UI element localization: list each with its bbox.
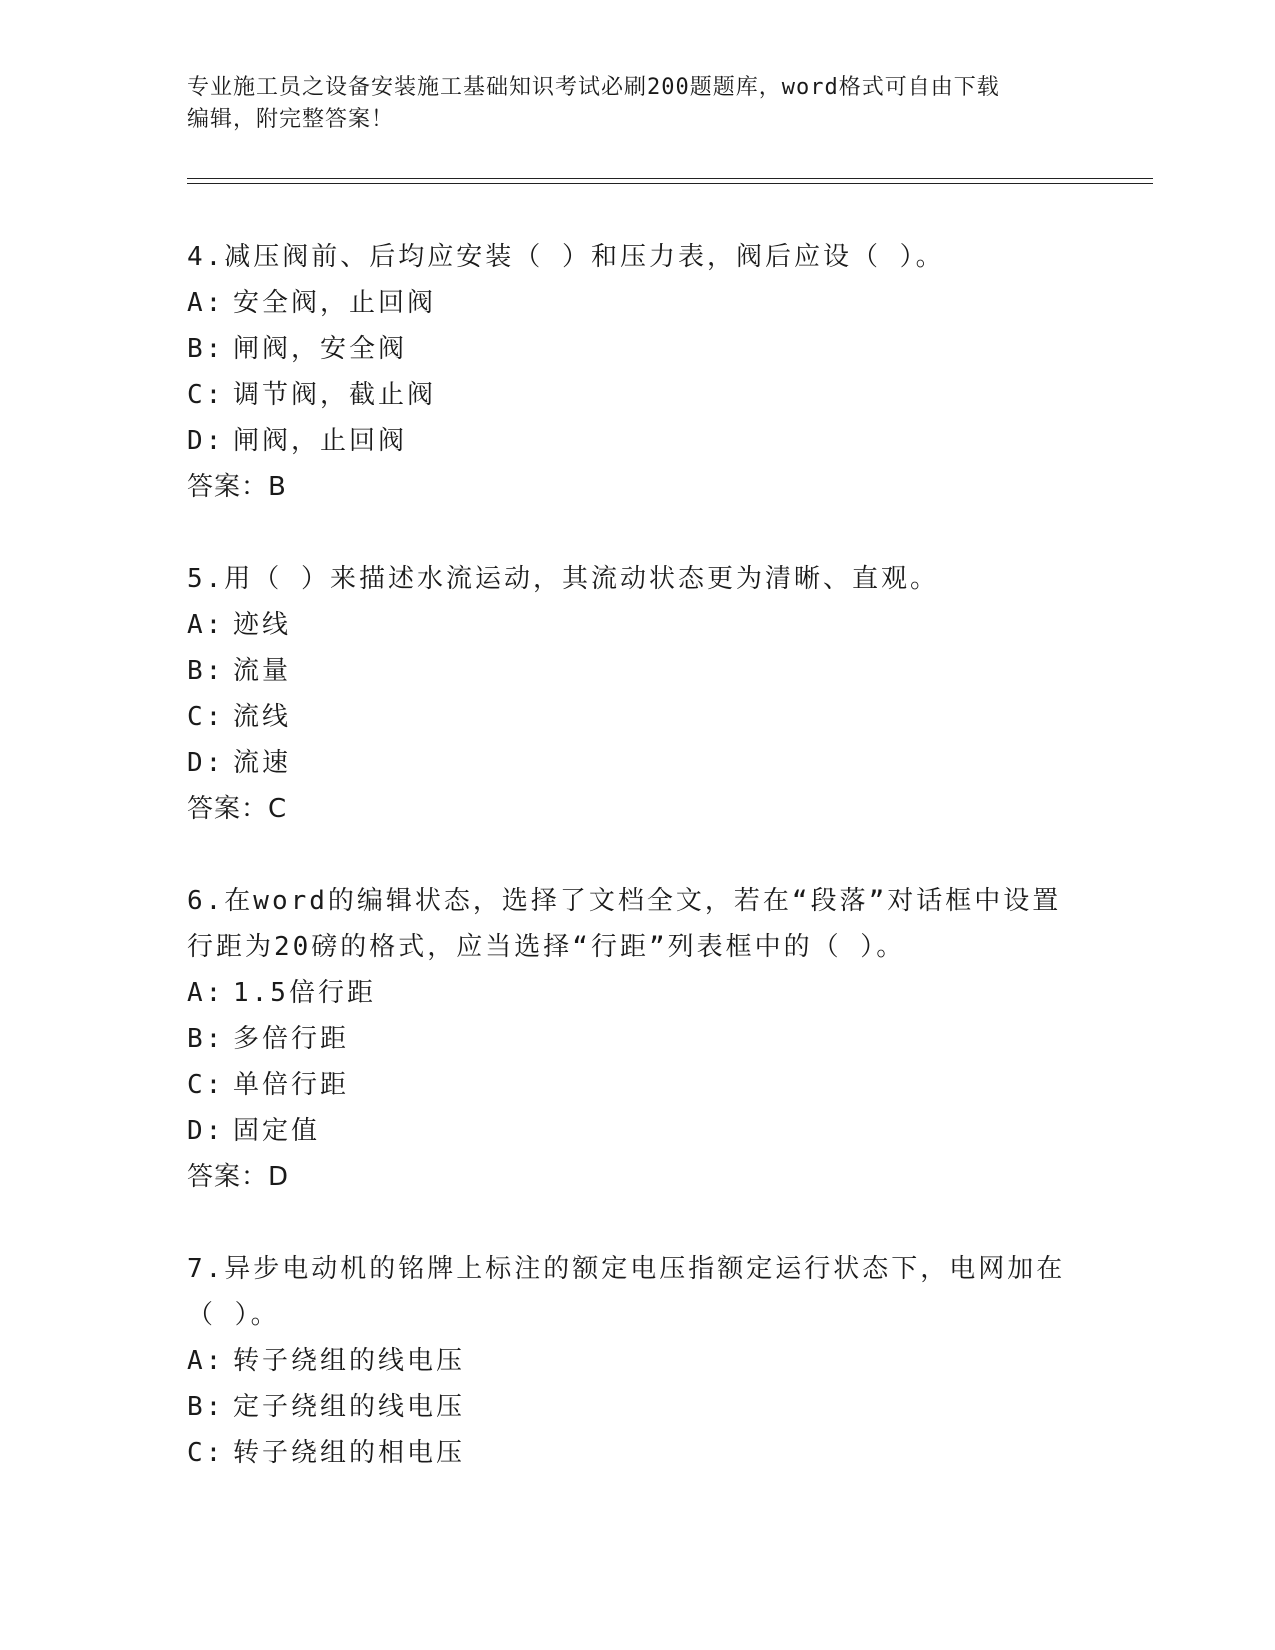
question-5 — [187, 556, 1087, 832]
option-c — [187, 1062, 1087, 1108]
option-text: 定子绕组的线电压 — [233, 1392, 466, 1422]
option-b — [187, 326, 1087, 372]
option-text: 闸阀，止回阀 — [233, 426, 408, 456]
answer-line: 答案：B — [187, 472, 287, 502]
question-stem-line-2: 行距为20磅的格式，应当选择“行距”列表框中的（ ）。 — [187, 932, 906, 962]
option-text: 调节阀，截止阀 — [233, 380, 437, 410]
question-stem: 5.用（ ）来描述水流运动，其流动状态更为清晰、直观。 — [187, 564, 939, 594]
question-stem-line-1: 6.在word的编辑状态，选择了文档全文，若在“段落”对话框中设置 — [187, 886, 1062, 916]
option-b — [187, 648, 1087, 694]
option-text: 安全阀，止回阀 — [233, 288, 437, 318]
option-text: 多倍行距 — [233, 1024, 350, 1054]
option-key: B: — [187, 656, 225, 686]
option-d — [187, 418, 1087, 464]
question-6 — [187, 878, 1087, 1200]
option-text: 迹线 — [233, 610, 292, 640]
question-stem: 4.减压阀前、后均应安装（ ）和压力表，阀后应设（ ）。 — [187, 242, 945, 272]
option-key: D: — [187, 1116, 225, 1146]
header-divider-top — [187, 178, 1153, 179]
option-b — [187, 1016, 1087, 1062]
option-a — [187, 280, 1087, 326]
option-text: 转子绕组的线电压 — [233, 1346, 466, 1376]
header-title-line-2: 编辑，附完整答案！ — [187, 107, 395, 132]
option-text: 流速 — [233, 748, 292, 778]
option-a — [187, 1338, 1087, 1384]
option-text: 单倍行距 — [233, 1070, 350, 1100]
option-text: 流线 — [233, 702, 292, 732]
option-c — [187, 372, 1087, 418]
option-key: B: — [187, 1392, 225, 1422]
option-c — [187, 1430, 1087, 1476]
option-text: 固定值 — [233, 1116, 321, 1146]
header-title-line-1: 专业施工员之设备安装施工基础知识考试必刷200题题库，word格式可自由下载 — [187, 75, 1000, 100]
option-a — [187, 970, 1087, 1016]
option-d — [187, 740, 1087, 786]
option-text: 1.5倍行距 — [233, 978, 376, 1008]
option-key: D: — [187, 426, 225, 456]
option-key: C: — [187, 1438, 225, 1468]
option-key: A: — [187, 610, 225, 640]
option-key: B: — [187, 1024, 225, 1054]
document-header — [187, 72, 1087, 136]
option-key: D: — [187, 748, 225, 778]
option-key: C: — [187, 702, 225, 732]
answer-line: 答案：C — [187, 794, 288, 824]
option-key: C: — [187, 380, 225, 410]
option-b — [187, 1384, 1087, 1430]
answer-line: 答案：D — [187, 1162, 290, 1192]
option-a — [187, 602, 1087, 648]
option-key: A: — [187, 1346, 225, 1376]
question-stem-line-1: 7.异步电动机的铭牌上标注的额定电压指额定运行状态下，电网加在 — [187, 1254, 1066, 1284]
question-4 — [187, 234, 1087, 510]
option-text: 闸阀，安全阀 — [233, 334, 408, 364]
option-key: C: — [187, 1070, 225, 1100]
header-divider-bottom — [187, 183, 1153, 184]
question-stem-line-2: （ ）。 — [187, 1300, 280, 1330]
option-c — [187, 694, 1087, 740]
question-7 — [187, 1246, 1087, 1476]
option-text: 流量 — [233, 656, 292, 686]
option-d — [187, 1108, 1087, 1154]
option-key: B: — [187, 334, 225, 364]
option-key: A: — [187, 978, 225, 1008]
option-key: A: — [187, 288, 225, 318]
option-text: 转子绕组的相电压 — [233, 1438, 466, 1468]
